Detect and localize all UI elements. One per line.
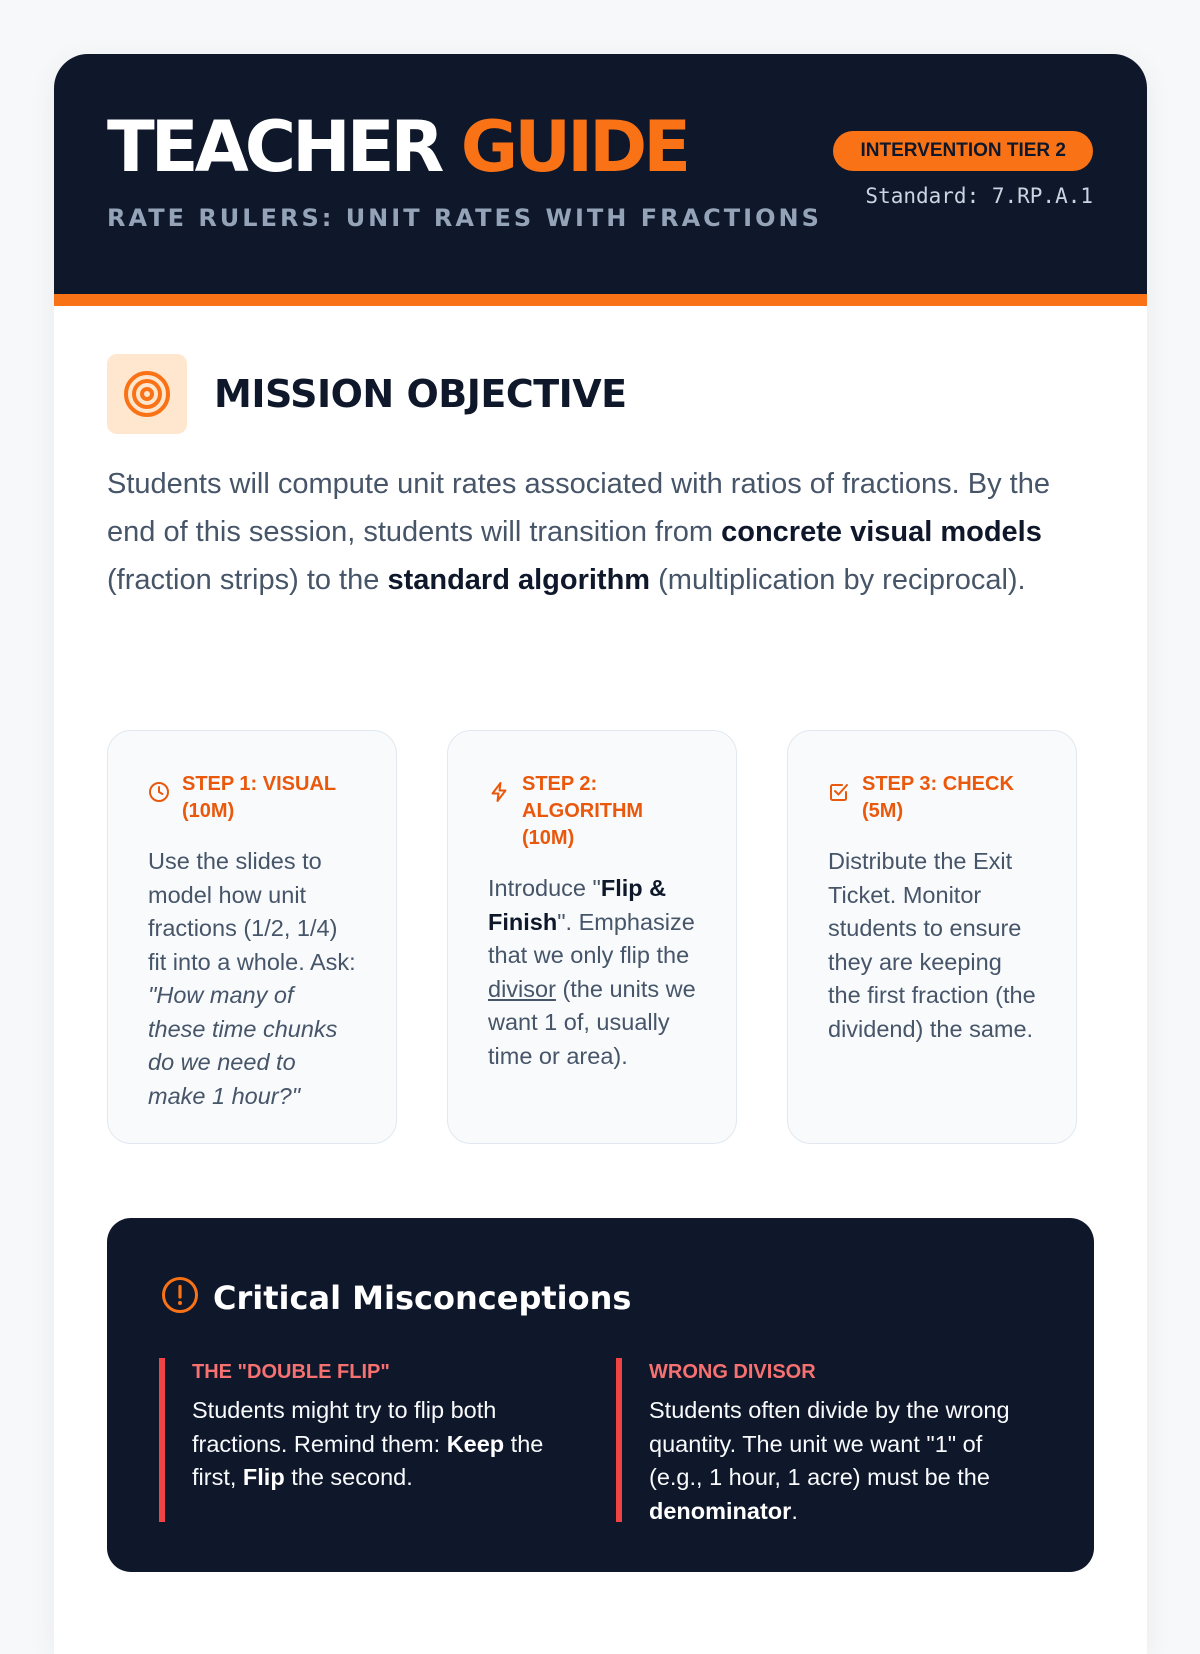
misconception-emphasis: Flip	[242, 1464, 285, 1490]
misconception-text-part: Students often divide by the wrong quantity. The unit we want "1" of (e.g., 1 hour, 1 acre) must be the	[649, 1397, 1010, 1490]
guide-header	[54, 54, 1147, 306]
misconception-item	[159, 1358, 554, 1522]
target-icon	[107, 354, 187, 434]
step-underline: divisor	[488, 975, 556, 1002]
step-question: "How many of these time chunks do we need to make 1 hour?"	[148, 982, 338, 1109]
misconception-label: THE "DOUBLE FLIP"	[192, 1361, 390, 1383]
title-main: TEACHER	[107, 106, 441, 188]
misconception-emphasis: Keep	[446, 1430, 505, 1457]
misconceptions-panel	[107, 1218, 1094, 1572]
title-accent: GUIDE	[460, 106, 688, 188]
misconception-text-part: the first,	[192, 1430, 544, 1490]
step-text: (the units we want 1 of, usually time or area).	[488, 975, 696, 1069]
clock-icon	[148, 781, 170, 808]
misconception-text-part: .	[791, 1497, 798, 1524]
objective-title: MISSION OBJECTIVE	[214, 372, 627, 416]
objective-text-part: (fraction strips) to the	[107, 564, 388, 596]
misconception-label: WRONG DIVISOR	[649, 1361, 816, 1383]
objective-emphasis: concrete visual models	[721, 516, 1042, 548]
page-title	[107, 106, 687, 188]
step-header	[828, 771, 1036, 825]
standard-code: Standard: 7.RP.A.1	[865, 184, 1093, 208]
lesson-subtitle: RATE RULERS: UNIT RATES WITH FRACTIONS	[107, 204, 822, 232]
misconception-text-part: Students might try to flip both fractions. Remind them:	[192, 1397, 497, 1457]
objective-text-part: (multiplication by reciprocal).	[650, 564, 1026, 596]
step-body: Distribute the Exit Ticket. Monitor students to ensure they are keeping the first fraction (the dividend) the same.	[828, 848, 1036, 1042]
objective-text-part: Students will compute unit rates associated with ratios of fractions. By the end of this session, students will transition from	[107, 468, 1050, 548]
step-header	[488, 771, 696, 852]
misconception-text	[192, 1394, 554, 1495]
misconceptions-header	[161, 1276, 631, 1319]
objective-emphasis: standard algorithm	[387, 564, 651, 596]
misconception-emphasis: denominator	[649, 1497, 792, 1524]
step-body	[148, 845, 356, 1113]
misconception-text	[649, 1394, 1011, 1528]
step-title: STEP 3: CHECK (5M)	[862, 773, 1014, 822]
checkbox-icon	[828, 781, 850, 808]
step-text: ". Emphasize that we only flip the	[488, 908, 695, 968]
objective-text	[107, 460, 1067, 604]
misconception-item	[616, 1358, 1011, 1522]
alert-icon	[161, 1276, 199, 1319]
step-text: Use the slides to model how unit fractions (1/2, 1/4) fit into a whole. Ask:	[148, 848, 356, 975]
misconceptions-title: Critical Misconceptions	[213, 1278, 632, 1317]
step-title: STEP 2: ALGORITHM (10M)	[522, 773, 644, 849]
teacher-guide-card	[54, 54, 1147, 1654]
misconception-text-part: the second.	[284, 1464, 413, 1490]
step-body	[488, 872, 696, 1073]
lesson-steps	[107, 730, 1094, 1146]
step-card-algorithm	[447, 730, 737, 1144]
step-header	[148, 771, 356, 825]
lightning-icon	[488, 781, 510, 808]
step-card-visual	[107, 730, 397, 1144]
tier-badge: INTERVENTION TIER 2	[833, 131, 1093, 171]
step-title: STEP 1: VISUAL (10M)	[182, 773, 336, 822]
step-card-check	[787, 730, 1077, 1144]
step-emphasis: Flip & Finish	[488, 875, 667, 935]
step-text: Introduce "	[488, 875, 601, 901]
